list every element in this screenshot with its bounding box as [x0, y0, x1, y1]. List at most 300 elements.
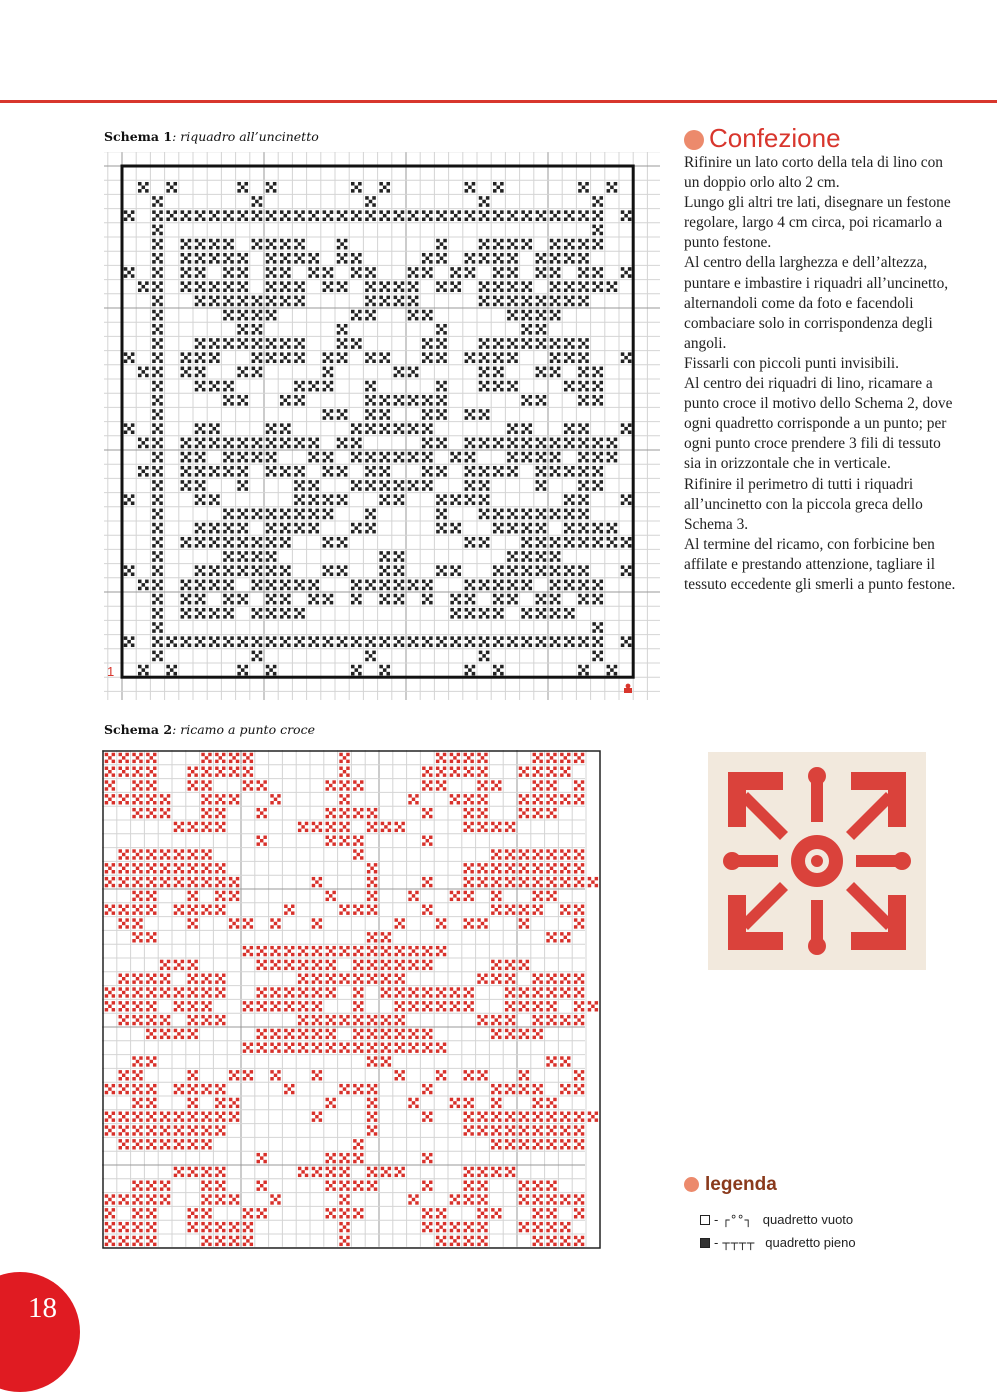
filled-cell [353, 974, 363, 984]
filled-cell [294, 523, 305, 534]
filled-cell [507, 423, 518, 434]
filled-cell [519, 1125, 529, 1135]
filled-cell [379, 210, 390, 221]
filled-cell [367, 974, 377, 984]
filled-cell [408, 310, 419, 321]
filled-cell [353, 960, 363, 970]
filled-cell [146, 794, 156, 804]
filled-cell [574, 1015, 584, 1025]
filled-cell [298, 1001, 308, 1011]
filled-cell [578, 594, 589, 605]
filled-cell [257, 1043, 267, 1053]
filled-cell [223, 537, 234, 548]
filled-cell [394, 395, 405, 406]
filled-cell [564, 494, 575, 505]
filled-cell [323, 594, 334, 605]
filled-cell [477, 1222, 487, 1232]
filled-cell [152, 537, 163, 548]
filled-cell [266, 608, 277, 619]
filled-cell [564, 523, 575, 534]
filled-cell [422, 905, 432, 915]
filled-cell [337, 438, 348, 449]
filled-cell [138, 466, 149, 477]
filled-cell [578, 182, 589, 193]
filled-cell [270, 987, 280, 997]
filled-cell [436, 381, 447, 392]
filled-cell [365, 523, 376, 534]
filled-cell [298, 960, 308, 970]
filled-cell [578, 281, 589, 292]
filled-cell [578, 580, 589, 591]
filled-cell [353, 1015, 363, 1025]
filled-cell [491, 863, 501, 873]
filled-cell [436, 395, 447, 406]
filled-cell [339, 780, 349, 790]
legend-label: quadretto pieno [765, 1234, 855, 1252]
filled-cell [436, 1043, 446, 1053]
filled-cell [312, 987, 322, 997]
filled-cell [519, 1112, 529, 1122]
filled-cell [477, 877, 487, 887]
page-number-badge [0, 1272, 80, 1392]
filled-cell [533, 1029, 543, 1039]
filled-cell [209, 239, 220, 250]
filled-cell [188, 1167, 198, 1177]
filled-cell [223, 608, 234, 619]
filled-cell [379, 466, 390, 477]
filled-cell [326, 987, 336, 997]
filled-cell [215, 1167, 225, 1177]
filled-cell [188, 780, 198, 790]
filled-cell [243, 918, 253, 928]
filled-cell [395, 974, 405, 984]
filled-cell [546, 1194, 556, 1204]
filled-cell [270, 946, 280, 956]
filled-cell [394, 494, 405, 505]
filled-cell [578, 210, 589, 221]
schema2-cross-stitch-chart [102, 750, 602, 1250]
filled-cell [574, 849, 584, 859]
filled-cell [621, 267, 632, 278]
filled-cell [294, 480, 305, 491]
filled-cell [578, 239, 589, 250]
filled-cell [521, 636, 532, 647]
filled-cell [105, 794, 115, 804]
filled-cell [519, 767, 529, 777]
filled-cell [160, 808, 170, 818]
filled-cell [351, 636, 362, 647]
filled-cell [237, 636, 248, 647]
filled-cell [521, 551, 532, 562]
filled-cell [507, 580, 518, 591]
filled-cell [560, 1139, 570, 1149]
filled-cell [521, 608, 532, 619]
filled-cell [493, 338, 504, 349]
filled-cell [201, 905, 211, 915]
filled-cell [533, 905, 543, 915]
filled-cell [546, 794, 556, 804]
filled-cell [422, 877, 432, 887]
filled-cell [507, 267, 518, 278]
filled-cell [294, 338, 305, 349]
filled-cell [223, 395, 234, 406]
filled-cell [550, 352, 561, 363]
filled-cell [188, 1208, 198, 1218]
filled-cell [160, 1125, 170, 1135]
filled-cell [536, 210, 547, 221]
filled-cell [326, 946, 336, 956]
filled-cell [243, 1222, 253, 1232]
filled-cell [521, 395, 532, 406]
filled-cell [422, 836, 432, 846]
filled-cell [507, 281, 518, 292]
filled-cell [621, 636, 632, 647]
filled-cell [323, 494, 334, 505]
filled-cell [465, 267, 476, 278]
filled-cell [422, 210, 433, 221]
filled-cell [146, 1125, 156, 1135]
filled-cell [252, 196, 263, 207]
filled-cell [266, 182, 277, 193]
filled-cell [574, 877, 584, 887]
filled-cell [223, 594, 234, 605]
instruction-paragraph: Al termine del ricamo, con forbicine ben affilate e prestando attenzione, tagliare il tessuto eccedente gli smerli a punto festone. [684, 535, 959, 595]
filled-cell [174, 905, 184, 915]
filled-cell [450, 267, 461, 278]
filled-cell [326, 1167, 336, 1177]
confezione-heading-text: Confezione [709, 123, 841, 153]
filled-cell [422, 338, 433, 349]
filled-cell [351, 594, 362, 605]
filled-cell [257, 1029, 267, 1039]
filled-cell [124, 565, 135, 576]
filled-cell [592, 438, 603, 449]
filled-cell [160, 1139, 170, 1149]
filled-cell [521, 338, 532, 349]
filled-cell [450, 594, 461, 605]
filled-cell [209, 296, 220, 307]
filled-cell [209, 466, 220, 477]
filled-cell [308, 480, 319, 491]
filled-cell [578, 267, 589, 278]
filled-cell [578, 253, 589, 264]
filled-cell [298, 1043, 308, 1053]
filled-cell [436, 1222, 446, 1232]
filled-cell [477, 822, 487, 832]
filled-cell [257, 1181, 267, 1191]
filled-cell [270, 1001, 280, 1011]
filled-cell [564, 253, 575, 264]
filled-cell [592, 523, 603, 534]
filled-cell [339, 1181, 349, 1191]
filled-cell [188, 1112, 198, 1122]
filled-cell [201, 1125, 211, 1135]
filled-cell [477, 1125, 487, 1135]
filled-cell [536, 565, 547, 576]
filled-cell [146, 1098, 156, 1108]
filled-cell [201, 1001, 211, 1011]
filled-cell [280, 210, 291, 221]
filled-cell [479, 651, 490, 662]
filled-cell [181, 281, 192, 292]
filled-cell [450, 281, 461, 292]
filled-cell [323, 267, 334, 278]
filled-cell [160, 987, 170, 997]
filled-cell [533, 767, 543, 777]
filled-cell [201, 767, 211, 777]
filled-cell [479, 367, 490, 378]
filled-cell [174, 1139, 184, 1149]
filled-cell [479, 509, 490, 520]
filled-cell [223, 509, 234, 520]
filled-cell [270, 1194, 280, 1204]
filled-cell [546, 891, 556, 901]
filled-cell [574, 974, 584, 984]
filled-cell [519, 877, 529, 887]
filled-cell [381, 1043, 391, 1053]
filled-cell [578, 537, 589, 548]
filled-cell [105, 780, 115, 790]
filled-cell [160, 794, 170, 804]
filled-cell [323, 466, 334, 477]
filled-cell [105, 1222, 115, 1232]
filled-cell [592, 239, 603, 250]
schema2-caption: : ricamo a punto croce [172, 722, 315, 737]
filled-cell [323, 352, 334, 363]
filled-cell [536, 466, 547, 477]
filled-cell [450, 987, 460, 997]
filled-cell [505, 1112, 515, 1122]
filled-cell [507, 565, 518, 576]
filled-cell [146, 863, 156, 873]
filled-cell [533, 1139, 543, 1149]
filled-cell [621, 352, 632, 363]
filled-cell [379, 636, 390, 647]
filled-cell [298, 1167, 308, 1177]
filled-cell [436, 210, 447, 221]
filled-cell [477, 1236, 487, 1246]
filled-cell [521, 423, 532, 434]
filled-cell [337, 537, 348, 548]
filled-cell [105, 1112, 115, 1122]
filled-cell [464, 918, 474, 928]
filled-cell [339, 808, 349, 818]
filled-cell [379, 580, 390, 591]
filled-cell [181, 480, 192, 491]
filled-cell [578, 636, 589, 647]
filled-cell [215, 1236, 225, 1246]
filled-cell [395, 987, 405, 997]
filled-cell [181, 594, 192, 605]
filled-cell [422, 780, 432, 790]
filled-cell [477, 974, 487, 984]
filled-cell [280, 338, 291, 349]
filled-cell [592, 381, 603, 392]
filled-cell [195, 267, 206, 278]
filled-cell [574, 794, 584, 804]
filled-cell [394, 565, 405, 576]
filled-cell [209, 608, 220, 619]
filled-cell [152, 466, 163, 477]
filled-cell [365, 509, 376, 520]
filled-cell [223, 239, 234, 250]
filled-cell [574, 780, 584, 790]
filled-cell [560, 753, 570, 763]
filled-cell [519, 905, 529, 915]
filled-cell [493, 580, 504, 591]
filled-cell [237, 367, 248, 378]
filled-cell [181, 253, 192, 264]
filled-cell [436, 324, 447, 335]
filled-cell [521, 565, 532, 576]
filled-cell [408, 452, 419, 463]
filled-cell [280, 565, 291, 576]
filled-cell [505, 1167, 515, 1177]
filled-cell [546, 1098, 556, 1108]
filled-cell [365, 267, 376, 278]
filled-cell [479, 494, 490, 505]
filled-cell [326, 780, 336, 790]
filled-cell [223, 338, 234, 349]
filled-cell [564, 281, 575, 292]
filled-cell [422, 423, 433, 434]
filled-cell [266, 423, 277, 434]
filled-cell [152, 423, 163, 434]
filled-cell [188, 891, 198, 901]
schema1-crochet-chart [104, 152, 660, 700]
filled-cell [146, 780, 156, 790]
filled-cell [252, 452, 263, 463]
filled-cell [588, 1112, 598, 1122]
filled-cell [436, 946, 446, 956]
filled-cell [491, 1139, 501, 1149]
filled-cell [201, 780, 211, 790]
filled-cell [574, 905, 584, 915]
filled-cell [479, 253, 490, 264]
filled-cell [422, 310, 433, 321]
filled-cell [422, 352, 433, 363]
filled-cell [365, 480, 376, 491]
filled-cell [119, 863, 129, 873]
filled-cell [477, 794, 487, 804]
filled-cell [607, 523, 618, 534]
filled-cell [578, 509, 589, 520]
filled-cell [337, 636, 348, 647]
filled-cell [132, 1236, 142, 1246]
filled-cell [215, 767, 225, 777]
filled-cell [574, 1125, 584, 1135]
filled-cell [326, 822, 336, 832]
filled-cell [152, 509, 163, 520]
filled-cell [105, 753, 115, 763]
filled-cell [464, 1112, 474, 1122]
filled-cell [578, 423, 589, 434]
filled-cell [493, 438, 504, 449]
filled-cell [312, 1167, 322, 1177]
filled-cell [195, 466, 206, 477]
filled-cell [132, 808, 142, 818]
filled-cell [592, 281, 603, 292]
filled-cell [174, 1001, 184, 1011]
filled-cell [323, 537, 334, 548]
filled-cell [491, 1167, 501, 1177]
filled-cell [188, 974, 198, 984]
filled-cell [237, 594, 248, 605]
filled-cell [323, 565, 334, 576]
schema2-title [104, 722, 315, 737]
filled-cell [536, 267, 547, 278]
filled-cell [550, 210, 561, 221]
filled-cell [280, 352, 291, 363]
filled-cell [119, 877, 129, 887]
filled-cell [201, 1139, 211, 1149]
filled-cell [379, 551, 390, 562]
filled-cell [381, 1167, 391, 1177]
filled-cell [215, 905, 225, 915]
filled-cell [243, 1236, 253, 1246]
filled-cell [138, 281, 149, 292]
treble-stitch-symbol: ┬┬┬┬ [722, 1234, 755, 1252]
filled-cell [195, 367, 206, 378]
filled-cell [229, 1112, 239, 1122]
filled-cell [408, 636, 419, 647]
filled-cell [353, 1043, 363, 1053]
filled-cell [505, 1001, 515, 1011]
filled-cell [138, 438, 149, 449]
filled-cell [422, 253, 433, 264]
filled-cell [181, 608, 192, 619]
filled-cell [592, 580, 603, 591]
filled-cell [574, 1236, 584, 1246]
filled-cell [505, 1015, 515, 1025]
filled-cell [578, 665, 589, 676]
filled-cell [105, 905, 115, 915]
filled-cell [519, 1194, 529, 1204]
filled-cell [138, 580, 149, 591]
filled-cell [308, 580, 319, 591]
filled-cell [237, 395, 248, 406]
filled-cell [422, 987, 432, 997]
filled-cell [450, 1222, 460, 1232]
filled-cell [422, 1029, 432, 1039]
filled-cell [195, 423, 206, 434]
filled-cell [464, 877, 474, 887]
filled-cell [507, 551, 518, 562]
filled-cell [312, 960, 322, 970]
filled-cell [491, 877, 501, 887]
filled-cell [215, 877, 225, 887]
filled-cell [152, 210, 163, 221]
filled-cell [152, 225, 163, 236]
filled-cell [201, 1084, 211, 1094]
filled-cell [408, 423, 419, 434]
filled-cell [152, 494, 163, 505]
filled-cell [152, 367, 163, 378]
filled-cell [422, 480, 433, 491]
filled-cell [464, 1222, 474, 1232]
filled-cell [521, 239, 532, 250]
instruction-paragraph: Rifinire un lato corto della tela di lino con un doppio orlo alto 2 cm. [684, 153, 959, 193]
filled-cell [201, 1208, 211, 1218]
filled-cell [105, 1084, 115, 1094]
filled-cell [578, 367, 589, 378]
filled-cell [243, 780, 253, 790]
filled-cell [209, 253, 220, 264]
filled-cell [266, 509, 277, 520]
filled-cell [367, 960, 377, 970]
filled-cell [119, 849, 129, 859]
filled-cell [493, 466, 504, 477]
